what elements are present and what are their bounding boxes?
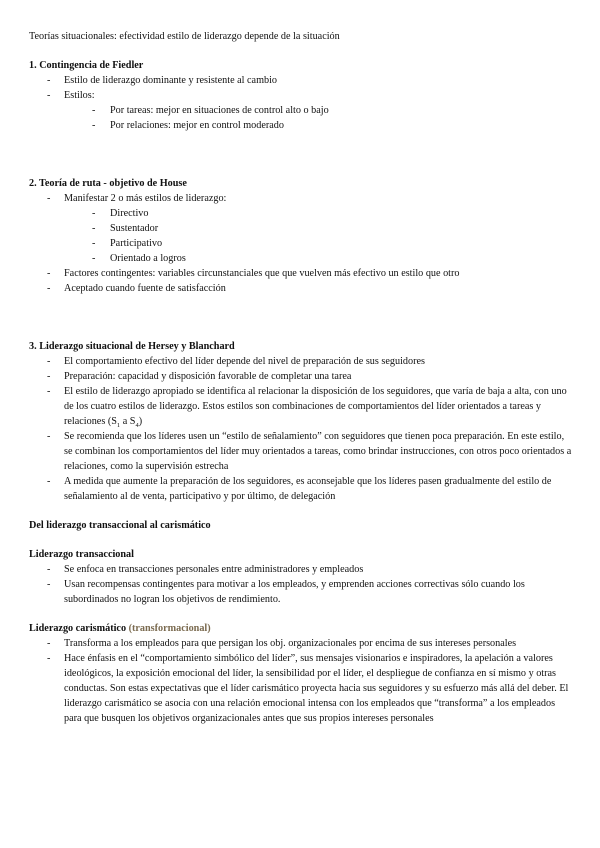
page-title: Teorías situacionales: efectividad estilo de liderazgo depende de la situación xyxy=(29,31,340,42)
carismatico-heading-paren: (transformacional) xyxy=(128,623,211,634)
sublist-item: - Sustentador xyxy=(92,223,159,234)
document-page xyxy=(29,29,574,726)
list-item: - Estilos: - Por tareas: mejor en situaciones de control alto o bajo - Por relaciones: mejor en control moderado xyxy=(29,88,574,133)
list-item: - Estilo de liderazgo dominante y resistente al cambio xyxy=(47,75,278,86)
list-item: - Se recomienda que los líderes usen un “estilo de señalamiento” con seguidores que tienen poca preparación. En este estilo, se combinan los comportamientos del líder muy orientados a tareas, como brindar instrucciones, con otros poco orientados a relaciones, como la supervisión estrecha xyxy=(47,431,572,472)
sublist-item: - Orientado a logros xyxy=(92,253,186,264)
carismatico-heading: Liderazgo carismático (transformacional) xyxy=(29,623,211,634)
list-item: - A medida que aumente la preparación de los seguidores, es aconsejable que los líderes pasen gradualmente del estilo de señalamiento al de venta, participativo y por último, de delegación xyxy=(47,476,552,502)
fiedler-heading: 1. Contingencia de Fiedler xyxy=(29,60,144,71)
list-item: - Preparación: capacidad y disposición favorable de completar una tarea xyxy=(47,371,352,382)
fiedler-sublist xyxy=(64,103,574,133)
list-item: - El comportamiento efectivo del líder depende del nivel de preparación de sus seguidores xyxy=(47,356,425,367)
transaccional-heading: Liderazgo transaccional xyxy=(29,549,134,560)
list-item: - Usan recompensas contingentes para motivar a los empleados, y emprenden acciones correctivas sólo cuando los subordinados no logran los objetivos de rendimiento. xyxy=(47,579,525,605)
list-item: - Aceptado cuando fuente de satisfacción xyxy=(47,283,226,294)
list-item: - Transforma a los empleados para que persigan los obj. organizacionales por encima de sus intereses personales xyxy=(47,638,517,649)
transaccional-list xyxy=(29,562,574,607)
house-heading: 2. Teoría de ruta - objetivo de House xyxy=(29,178,187,189)
house-sublist xyxy=(64,206,574,266)
carismatico-list xyxy=(29,636,574,726)
list-item: - Se enfoca en transacciones personales entre administradores y empleados xyxy=(47,564,364,575)
section-title: Del liderazgo transaccional al carismático xyxy=(29,520,211,531)
sublist-item: - Participativo xyxy=(92,238,163,249)
hersey-heading: 3. Liderazgo situacional de Hersey y Blanchard xyxy=(29,341,235,352)
list-item: - El estilo de liderazgo apropiado se identifica al relacionar la disposición de los seguidores, que varía de baja a alta, con uno de los cuatro estilos de liderazgo. Estos estilos son combinaciones de comportamientos del líder orientados a tareas y relaciones ($S_1$ a $S_4$) xyxy=(47,386,567,430)
hersey-list xyxy=(29,354,574,504)
list-item: - Hace énfasis en el “comportamiento simbólico del líder”, sus mensajes visionarios e inspiradores, la apelación a valores ideológicos, la exposición emocional del líder, la sensibilidad por el líder, el despliegue de confianza en sí mismo y otras conductas. Son estas expectativas que el líder carismático proyecta hacia sus seguidores y su esfuerzo más allá del deber. El liderazgo carismático se asocia con una relación emocional intensa con los empleados que “transforma” a los empleados para que busquen los objetivos organizacionales antes que sus propios intereses personales xyxy=(47,653,569,724)
sublist-item: - Por relaciones: mejor en control moderado xyxy=(92,120,284,131)
sublist-item: - Por tareas: mejor en situaciones de control alto o bajo xyxy=(92,105,329,116)
list-item: - Manifestar 2 o más estilos de liderazgo: - Directivo - Sustentador - Participativo - Orientado a logros xyxy=(29,191,574,266)
fiedler-list xyxy=(29,73,574,133)
sublist-item: - Directivo xyxy=(92,208,149,219)
house-list xyxy=(29,191,574,296)
list-item: - Factores contingentes: variables circunstanciales que que vuelven más efectivo un estilo que otro xyxy=(47,268,460,279)
